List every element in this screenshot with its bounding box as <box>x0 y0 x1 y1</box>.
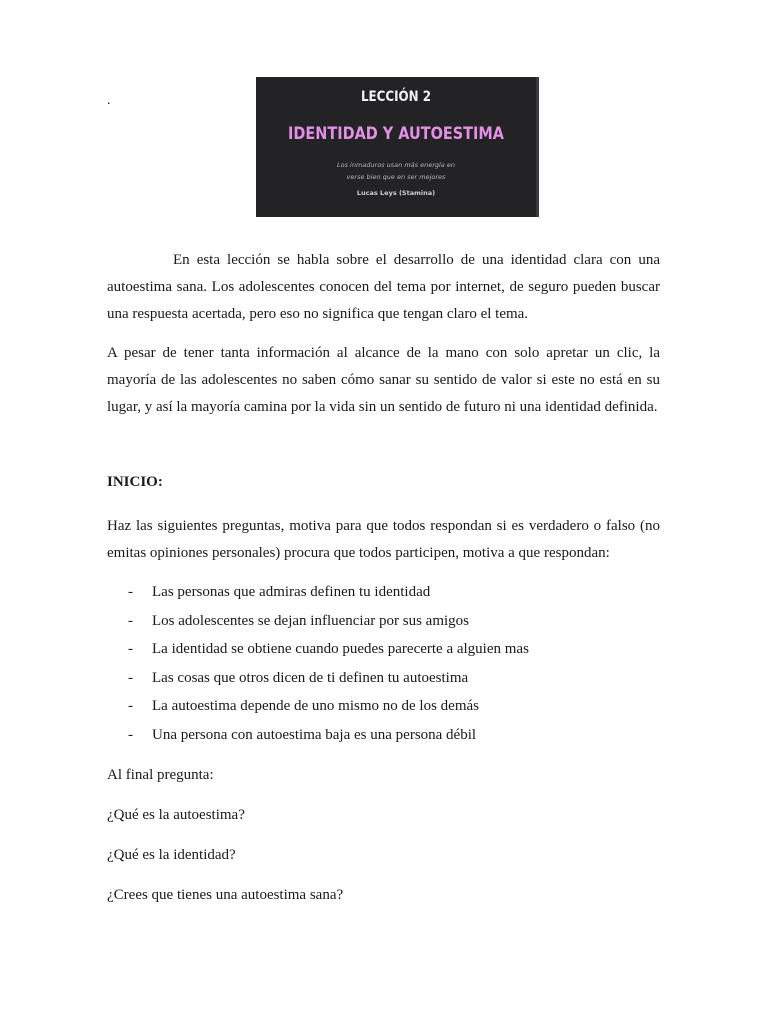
final-prompt: Al final pregunta: <box>107 767 214 783</box>
statement-text: Una persona con autoestima baja es una persona débil <box>152 726 477 743</box>
statement-text: Las cosas que otros dicen de ti definen tu autoestima <box>152 669 469 686</box>
list-item <box>107 578 660 607</box>
bullet-dash: - <box>128 584 133 600</box>
bullet-dash: - <box>128 612 133 629</box>
bullet-dash: - <box>128 726 133 743</box>
final-question: ¿Crees que tienes una autoestima sana? <box>107 887 344 903</box>
banner-quote <box>256 159 536 183</box>
final-question: ¿Qué es la identidad? <box>107 847 236 863</box>
banner-quote-line: Los inmaduros usan más energía en <box>337 161 455 169</box>
list-item <box>107 607 660 636</box>
intro-paragraph: A pesar de tener tanta información al alcance de la mano con solo apretar un clic, la mayoría de las adolescentes no saben cómo sanar su sentido de valor si este no está en su lugar, y así la mayoría camina por la vida sin un sentido de futuro ni una identidad definida. <box>107 345 660 415</box>
banner-title: IDENTIDAD Y AUTOESTIMA <box>288 124 504 144</box>
list-item <box>107 635 660 664</box>
banner-quote-line: verse bien que en ser mejores <box>346 173 446 181</box>
statement-text: Los adolescentes se dejan influenciar por sus amigos <box>152 612 469 629</box>
banner-lesson-label: LECCIÓN 2 <box>360 89 432 105</box>
bullet-dash: - <box>128 641 133 658</box>
list-item <box>107 692 660 721</box>
statement-text: La identidad se obtiene cuando puedes parecerte a alguien mas <box>152 641 529 658</box>
intro-paragraph: En esta lección se habla sobre el desarrollo de una identidad clara con una autoestima sana. Los adolescentes conocen del tema por internet, de seguro pueden buscar una respuesta acertada, pero eso no significa que tengan claro el tema. <box>107 252 660 322</box>
instructions-paragraph: Haz las siguientes preguntas, motiva para que todos respondan si es verdadero o falso (no emitas opiniones personales) procura que todos participen, motiva a que respondan: <box>107 518 660 561</box>
lesson-banner-image <box>256 77 539 217</box>
list-item <box>107 664 660 693</box>
list-item <box>107 721 660 750</box>
statement-text: Las personas que admiras definen tu identidad <box>152 584 431 600</box>
bullet-dash: - <box>128 669 133 686</box>
final-question: ¿Qué es la autoestima? <box>107 807 245 823</box>
stray-mark: . <box>107 93 111 108</box>
statement-text: La autoestima depende de uno mismo no de los demás <box>152 698 480 715</box>
section-heading-inicio: INICIO: <box>107 474 163 490</box>
statements-list <box>107 578 660 750</box>
bullet-dash: - <box>128 698 133 715</box>
banner-author: Lucas Leys (Stamina) <box>356 189 436 197</box>
